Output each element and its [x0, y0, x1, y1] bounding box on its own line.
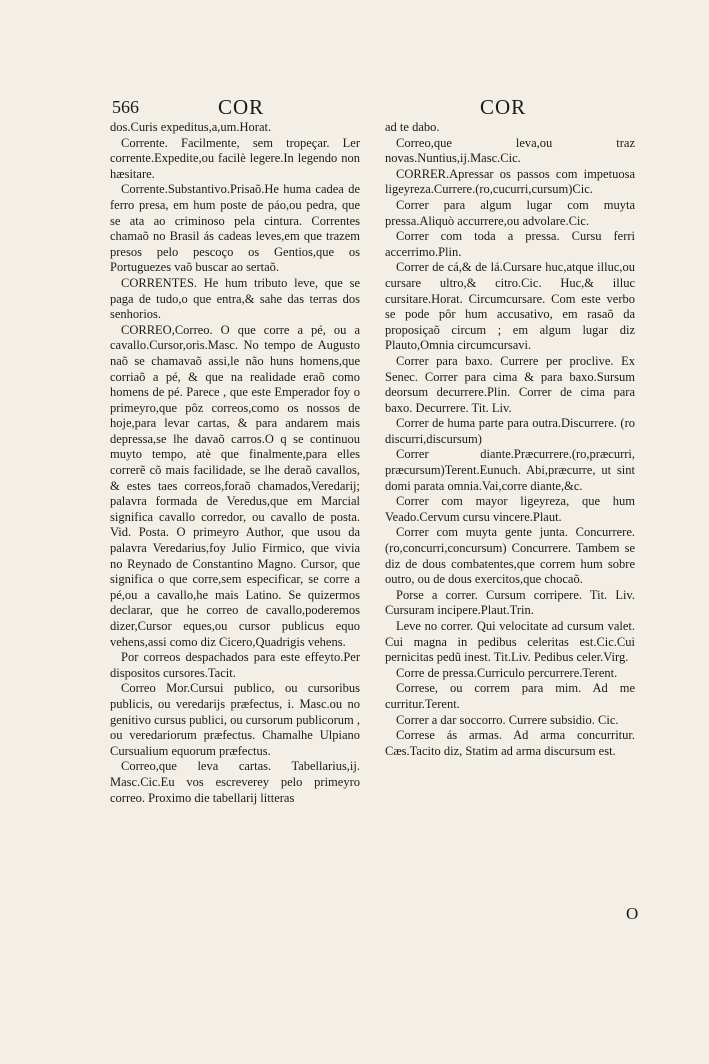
entry-correr-diante: Correr diante.Præcurrere.(ro,præcurri, præcursum)Terent.Eunuch. Abi,præcurre, ut sint domi parata omnia.Vai,corre diante,&c. [385, 447, 635, 493]
entry-correr-pressa: Correr com toda a pressa. Cursu ferri accerrimo.Plin. [385, 229, 635, 259]
entry-correr-ca-la: Correr de cá,& de lá.Cursare huc,atque illuc,ou cursare ultro,& citro.Cic. Huc,& illuc cursitare.Horat. Circumcursare. Com este verbo se pode pôr hum accusativo, em rasaõ da proposiçaõ circum ; em algum lugar diz Plauto,Omnia circumcursavi. [385, 260, 635, 353]
entry-corrente-substantive: Corrente.Substantivo.Prisaõ.He huma cadea de ferro presa, em hum poste de páo,ou pedra, que se ata ao criminoso pela cintura. Correntes chamaõ no Brasil ás cadeas leves,em que trazem presos pelo pescoço os Gentios,que os Portuguezes vaõ buscar ao sertaõ. [110, 182, 360, 275]
page-number: 566 [112, 97, 139, 117]
page-header [112, 95, 622, 119]
entry-correr-baxo: Correr para baxo. Currere per proclive. Ex Senec. Correr para cima & para baxo.Sursum deorsum decurrere.Plin. Correr de cima para baxo. Decurrere. Tit. Liv. [385, 353, 635, 415]
running-head-left: COR [218, 95, 265, 119]
entry-correr-lugar: Correr para algum lugar com muyta pressa.Aliquò accurrere,ou advolare.Cic. [385, 197, 635, 228]
entry-correo-novas: Correo,que leva,ou traz novas.Nuntius,ij.Masc.Cic. [385, 135, 635, 166]
entry-corrente-adverb: Corrente. Facilmente, sem tropeçar. Ler corrente.Expedite,ou facilè legere.In legendo non hæsitare. [110, 135, 360, 181]
left-column [110, 120, 360, 806]
entry-correr-ligeyreza: Correr com mayor ligeyreza, que hum Veado.Cervum cursu vincere.Plaut. [385, 494, 635, 524]
right-column [385, 120, 635, 759]
entry-correr-soccorro: Correr a dar soccorro. Currere subsidio. Cic. [396, 712, 619, 727]
entry-correr: CORRER.Apressar os passos com impetuosa ligeyreza.Currere.(ro,cucurri,cursum)Cic. [385, 166, 635, 197]
entry-correse-armas: Correse ás armas. Ad arma concurritur. Cæs.Tacito diz, Statim ad arma discursum est. [385, 728, 635, 758]
entry-continuation: ad te dabo. [385, 120, 440, 134]
entry-correo-mor: Correo Mor.Cursui publico, ou cursoribus publicis, ou veredarijs præfectus, i. Masc.ou no genitivo cursus publici, ou cursorum publicorum , ou veredariorum præfectus. Chamalhe Ulpiano Cursualium equorum præfectus. [110, 681, 360, 758]
entry-correo: CORREO,Correo. O que corre a pé, ou a cavallo.Cursor,oris.Masc. No tempo de Augusto naõ se chamavaõ assi,le não huns homens,que corriaõ a pé, & que na realidade eraõ como homens de pé. Parece , que este Emperador foy o primeyro,que pôz correos,como os nossos de hoje,para levar cartas, & para andarem mais depressa,se lhe davaõ carros.O q se continuou muyto tempo, atè que finalmente,para elles correrẽ cõ mais facilidade, se lhe deraõ cavallos, & estes taes correos,foraõ chamados,Veredarij; palavra formada de Veredus,que em Marcial significa cavallo corredor, ou cavallo de posta. Vid. Posta. O primeyro Author, que usou da palavra Veredarius,foy Julio Firmico, que vivia no Reynado de Constantino Magno. Cursor, que significa o que corre,sem especificar, se corre a pé,ou a cavallo,he mais Latino. Se quizermos declarar, que he correo de cavallo,poderemos dizer,Cursor eques,ou cursor publicus equo vehens,assi como diz Cicero,Quadrigis vehens. [110, 322, 360, 649]
entry-leve-correr: Leve no correr. Qui velocitate ad cursum valet. Cui magna in pedibus celeritas est.Cic.Cui pernicitas pedũ inest. Tit.Liv. Pedibus celer.Virg. [385, 619, 635, 665]
entry-corre-pressa: Corre de pressa.Curriculo percurrere.Terent. [396, 665, 618, 680]
entry-correse: Correse, ou correm para mim. Ad me curritur.Terent. [385, 681, 635, 711]
entry-correr-outra: Correr de huma parte para outra.Discurrere. (ro discurri,discursum) [385, 416, 635, 446]
entry-correntes: CORRENTES. He hum tributo leve, que se paga de tudo,o que entra,& sahe das terras dos senhorios. [110, 275, 360, 322]
entry-porse-correr: Porse a correr. Cursum corripere. Tit. Liv. Cursuram incipere.Plaut.Trin. [385, 587, 635, 618]
entry-por-correos: Por correos despachados para este effeyto.Per dispositos cursores.Tacit. [110, 650, 360, 680]
entry-correo-cartas: Correo,que leva cartas. Tabellarius,ij. Masc.Cic.Eu vos escreverey pelo primeyro correo. Proximo die tabellarij litteras [110, 759, 360, 805]
running-head-right: COR [480, 95, 527, 119]
entry-correr-gente: Correr com muyta gente junta. Concurrere.(ro,concurri,concursum) Concurrere. Tambem se diz de dous combatentes,que correm hum sobre outro, ou de dous exercitos,que chocaõ. [385, 525, 635, 587]
entry-continuation: dos.Curis expeditus,a,um.Horat. [110, 120, 272, 134]
catchword: O [626, 904, 639, 923]
